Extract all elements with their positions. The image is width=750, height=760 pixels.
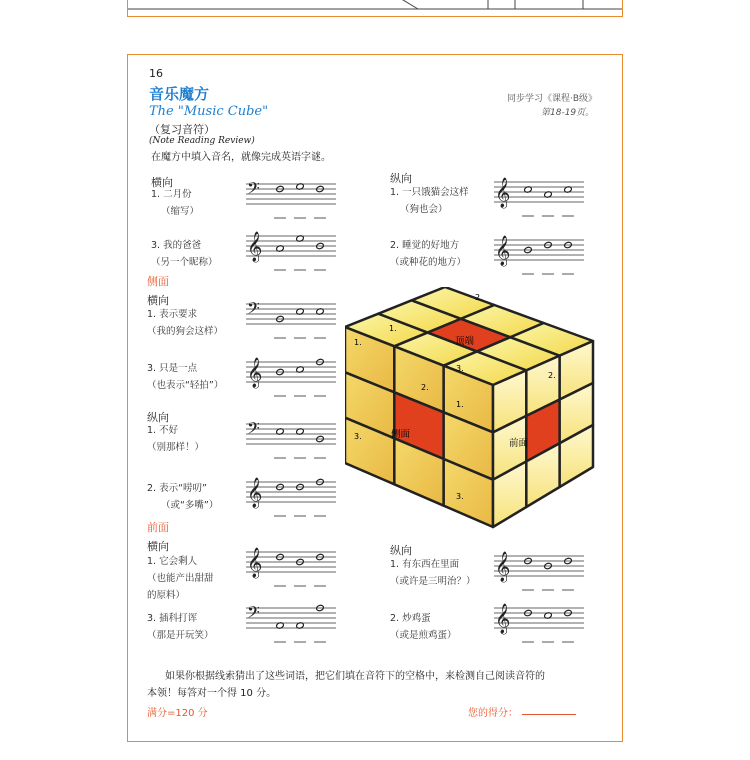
- clue-text: 1. 它会剩人: [147, 556, 198, 567]
- clue-side-down-1: [147, 422, 204, 456]
- treble-clef-icon: 𝄞: [495, 604, 511, 634]
- clue-hint: （或种花的地方）: [390, 257, 467, 268]
- clue-front-across-1: [147, 553, 214, 604]
- page-title: 音乐魔方: [149, 85, 210, 103]
- clue-hint: （我的狗会这样）: [147, 326, 224, 337]
- treble-clef-icon: 𝄞: [495, 236, 511, 266]
- clue-top-across-3: [151, 237, 218, 271]
- clue-hint: （也能产出甜甜: [147, 573, 214, 584]
- clue-text: 3. 只是一点: [147, 363, 198, 374]
- header-pages: 第18-19页。: [541, 108, 595, 118]
- staff-top-down-2: [492, 234, 588, 280]
- bass-clef-icon: 𝄢: [247, 298, 260, 322]
- music-cube: [345, 287, 605, 535]
- clue-hint: （或“多嘴”）: [161, 500, 219, 511]
- clue-hint: （也表示“轻拍”）: [147, 380, 224, 391]
- side-section-label: 侧面: [147, 275, 169, 288]
- clue-hint: （另一个昵称）: [151, 257, 218, 268]
- instruction: 在魔方中填入音名，就像完成英语字谜。: [151, 152, 331, 163]
- clue-front-down-1: [390, 556, 476, 590]
- cube-front-face-label: 前面: [509, 438, 529, 449]
- staff-front-across-1: [244, 546, 340, 592]
- clue-hint: （别那样！）: [147, 442, 205, 453]
- clue-hint: （那是开玩笑）: [147, 630, 214, 641]
- staff-side-down-1: [244, 418, 340, 464]
- clue-front-across-3: [147, 610, 214, 644]
- clue-hint: （缩写）: [161, 206, 200, 217]
- staff-front-across-3: [244, 602, 340, 648]
- header-reference: 同步学习《课程·B级》: [507, 94, 598, 104]
- clue-text: 1. 一只饿猫会这样: [390, 187, 469, 198]
- clue-text: 3. 插科打诨: [147, 613, 198, 624]
- clue-text: 1. 不好: [147, 425, 179, 436]
- clue-hint-cont: 的原料）: [147, 590, 186, 601]
- staff-top-across-1: [244, 178, 340, 224]
- cube-label-front-2: 2.: [548, 371, 556, 380]
- clue-front-down-2: [390, 610, 457, 644]
- cube-top-face-label: 顶端: [455, 336, 475, 347]
- clue-top-down-1: [390, 184, 469, 218]
- clue-side-across-1: [147, 306, 223, 340]
- staff-top-across-3: [244, 230, 340, 276]
- front-down-heading: 纵向: [390, 544, 412, 557]
- staff-front-down-1: [492, 550, 588, 596]
- cube-label-top-2: 2.: [475, 293, 483, 302]
- treble-clef-icon: 𝄞: [495, 552, 511, 582]
- staff-side-across-1: [244, 298, 340, 344]
- clue-top-across-1: [151, 186, 199, 220]
- cube-faces: [345, 287, 593, 527]
- subtitle: （复习音符）: [149, 123, 215, 136]
- treble-clef-icon: 𝄞: [247, 548, 263, 578]
- staff-top-down-1: [492, 176, 588, 222]
- staff-front-down-2: [492, 602, 588, 648]
- cube-label-front-3: 3.: [456, 492, 464, 501]
- cube-label-left-2: 2.: [421, 383, 429, 392]
- page-title-english: The "Music Cube": [149, 104, 269, 119]
- footer-line-1: 如果你根据线索猜出了这些词语，把它们填在音符下的空格中，来检测自己阅读音符的: [165, 671, 545, 682]
- staff-side-down-2: [244, 476, 340, 522]
- clue-top-down-2: [390, 237, 466, 271]
- bass-clef-icon: 𝄢: [247, 178, 260, 202]
- clue-text: 1. 二月份: [151, 189, 192, 200]
- your-score-label: 您的得分：: [468, 708, 518, 719]
- cube-label-left-3: 3.: [354, 432, 362, 441]
- top-across-heading: 横向: [151, 176, 173, 189]
- footer-instruction: [147, 668, 545, 702]
- bass-clef-icon: 𝄢: [247, 418, 260, 442]
- clue-text: 2. 炒鸡蛋: [390, 613, 431, 624]
- front-across-heading: 横向: [147, 540, 169, 553]
- clue-hint: （狗也会）: [400, 204, 448, 215]
- cube-side-face-label: 侧面: [391, 429, 411, 440]
- clue-hint: （或是煎鸡蛋）: [390, 630, 457, 641]
- clue-side-across-3: [147, 360, 223, 394]
- cube-label-front-1: 1.: [456, 400, 464, 409]
- full-score: 满分=120 分: [147, 708, 208, 719]
- clue-hint: （或许是三明治？）: [390, 576, 476, 587]
- cube-label-top-1b: 1.: [389, 324, 397, 333]
- cube-label-top-3: 3.: [456, 364, 464, 373]
- clue-text: 1. 表示要求: [147, 309, 198, 320]
- treble-clef-icon: 𝄞: [495, 178, 511, 208]
- clue-text: 1. 有东西在里面: [390, 559, 460, 570]
- clue-text: 2. 表示“唠叨”: [147, 483, 207, 494]
- subtitle-english: (Note Reading Review): [149, 136, 255, 146]
- staff-side-across-3: [244, 356, 340, 402]
- side-down-heading: 纵向: [147, 411, 169, 424]
- clue-text: 3. 我的爸爸: [151, 240, 202, 251]
- treble-clef-icon: 𝄞: [247, 358, 263, 388]
- score-input-line[interactable]: [522, 714, 576, 715]
- top-down-heading: 纵向: [390, 172, 412, 185]
- bass-clef-icon: 𝄢: [247, 602, 260, 626]
- front-section-label: 前面: [147, 521, 169, 534]
- previous-page-staff-fragment: [128, 0, 622, 16]
- previous-page-frame: [127, 0, 623, 17]
- cube-label-left-1: 1.: [354, 338, 362, 347]
- treble-clef-icon: 𝄞: [247, 232, 263, 262]
- clue-text: 2. 睡觉的好地方: [390, 240, 460, 251]
- footer-line-2: 本领！每答对一个得 10 分。: [147, 688, 277, 699]
- page-number: 16: [149, 67, 163, 80]
- clue-side-down-2: [147, 480, 218, 514]
- side-across-heading: 横向: [147, 294, 169, 307]
- treble-clef-icon: 𝄞: [247, 478, 263, 508]
